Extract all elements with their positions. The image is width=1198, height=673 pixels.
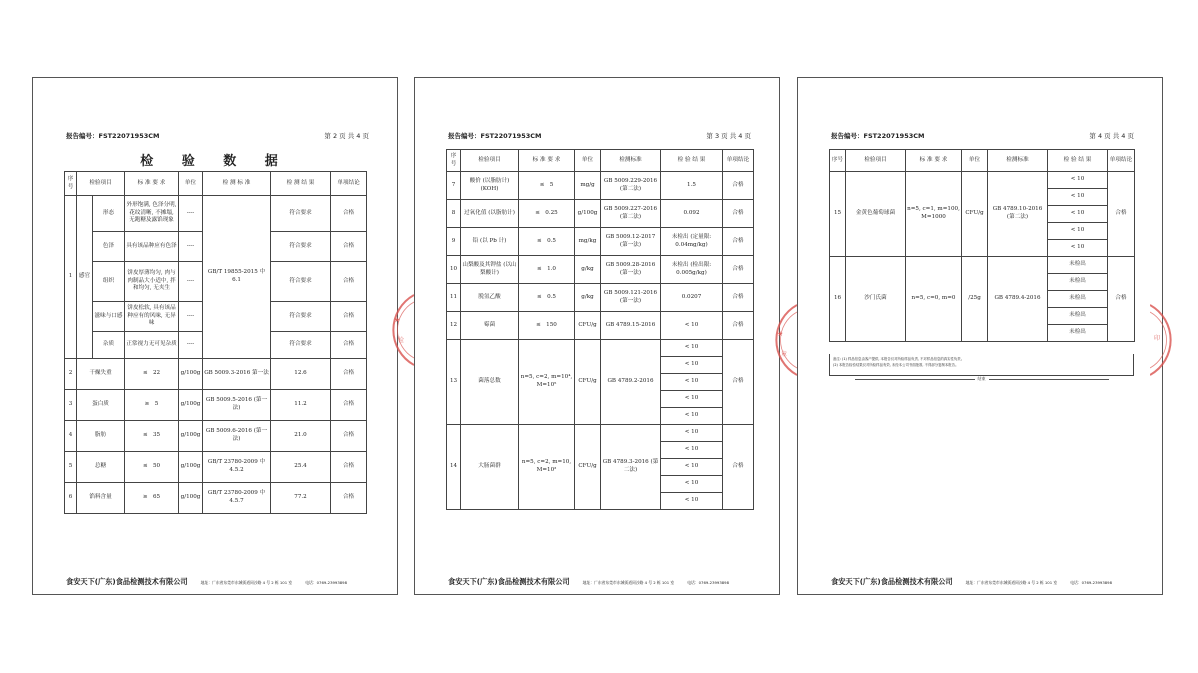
limit-value: 150 [546,321,557,328]
test-standard: GB 5009.121-2016 (第一法) [601,284,661,312]
result: < 10 [1048,189,1108,206]
requirement: n=5, c=0, m=0 [906,257,962,342]
limit-value: 50 [152,463,161,470]
result: < 10 [661,408,723,425]
table-row [447,256,754,284]
result: 符合要求 [271,262,331,302]
limit-value: 5 [154,401,159,408]
inspection-data-table [446,149,754,510]
table-row [65,390,367,421]
header-cell: 检验项目 [846,150,906,172]
result: 未检出 [1048,325,1108,342]
test-standard: GB 5009.3-2016 第一法 [203,359,271,390]
header-cell: 单位 [962,150,988,172]
conclusion: 合格 [331,359,367,390]
report-page-4 [797,77,1163,595]
table-row [65,196,367,232]
item-name: 菌落总数 [461,340,519,425]
limit-value: 65 [152,494,161,501]
test-standard: GB 5009.6-2016 (第一法) [203,421,271,452]
item-name: 滋味与口感 [93,302,125,332]
result: 12.6 [271,359,331,390]
header-cell: 检验项目 [461,150,519,172]
table-row [447,425,754,442]
conclusion: 合格 [723,172,754,200]
page-title: 检 验 数 据 [140,154,290,169]
result: 未检出 [1048,274,1108,291]
result: 0.0207 [661,284,723,312]
result: < 10 [1048,240,1108,257]
header-cell: 单位 [575,150,601,172]
company-address: 地址：广东省东莞市东城街道同沙路 4 号 2 栋 101 室 [200,580,293,585]
item-name: 干燥失重 [77,359,125,390]
table-row [447,172,754,200]
table-row [65,421,367,452]
item-name: 色泽 [93,232,125,262]
row-number: 2 [65,359,77,390]
compare-symbol: ≤ [142,432,148,439]
compare-symbol: ≤ [536,321,541,328]
page-header [448,131,751,143]
item-name: 沙门氏菌 [846,257,906,342]
requirement [519,200,575,228]
test-standard: GB 4789.3-2016 (第二法) [601,425,661,510]
result: < 10 [661,442,723,459]
row-number: 12 [447,312,461,340]
conclusion: 合格 [331,421,367,452]
compare-symbol: ≥ [142,494,148,501]
limit-value: 22 [152,370,161,377]
header-cell: 标 准 要 求 [125,172,179,196]
company-phone: 电话：0769-23993898 [1070,580,1112,585]
row-number: 13 [447,340,461,425]
unit: g/100g [179,390,203,421]
requirement: n=5, c=2, m=10⁴, M=10⁵ [519,340,575,425]
remarks [829,354,1134,376]
table-row [447,312,754,340]
compare-symbol: ≤ [537,293,542,300]
result: 未检出 [1048,291,1108,308]
row-number: 14 [447,425,461,510]
compare-symbol: ≤ [539,181,545,188]
header-cell: 单位 [179,172,203,196]
result: 未检出 [1048,257,1108,274]
requirement [519,284,575,312]
result: 未检出 [1048,308,1108,325]
limit-value: 0.5 [547,293,556,300]
header-cell: 检 测 标 准 [203,172,271,196]
header-cell: 单项结论 [1108,150,1135,172]
company-phone: 电话：0769-23993898 [687,580,729,585]
item-name: 大肠菌群 [461,425,519,510]
company-name: 食安天下(广东)食品检测技术有限公司 [66,577,188,586]
result: < 10 [1048,172,1108,189]
test-standard: GB 4789.10-2016 (第二法) [988,172,1048,257]
limit-value: 35 [152,432,161,439]
table-row [830,257,1135,274]
unit: ---- [179,196,203,232]
item-name: 金黄色葡萄球菌 [846,172,906,257]
row-number: 11 [447,284,461,312]
table-row [447,340,754,357]
table-header-row [447,150,754,172]
compare-symbol: ≤ [535,209,540,216]
test-standard: GB 5009.5-2016 (第一法) [203,390,271,421]
svg-text:★: ★ [777,330,784,338]
table-row [65,483,367,514]
unit: ---- [179,302,203,332]
table-row [65,452,367,483]
page-header [831,131,1134,143]
requirement [125,390,179,421]
result: < 10 [661,425,723,442]
test-standard: GB 5009.12-2017 (第一法) [601,228,661,256]
requirement [519,312,575,340]
row-number: 4 [65,421,77,452]
conclusion: 合格 [331,332,367,359]
compare-symbol: ≥ [144,401,150,408]
unit: CFU/g [962,172,988,257]
unit: g/kg [575,284,601,312]
unit: mg/kg [575,228,601,256]
unit: ---- [179,232,203,262]
page-footer [448,569,761,586]
conclusion: 合格 [331,232,367,262]
requirement [125,483,179,514]
item-name: 馅料含量 [77,483,125,514]
result: 0.092 [661,200,723,228]
limit-value: 1.0 [547,265,556,272]
report-number: 报告编号：FST22071953CM [831,132,925,140]
page-number: 第 4 页 共 4 页 [1089,132,1134,140]
inspection-data-table [829,149,1135,342]
row-number: 6 [65,483,77,514]
limit-value: 5 [549,181,554,188]
row-number: 3 [65,390,77,421]
result: 符合要求 [271,302,331,332]
table-header-row [65,172,367,196]
result: 未检出 (定量限: 0.04mg/kg) [661,228,723,256]
result: 25.4 [271,452,331,483]
header-cell: 标 准 要 求 [519,150,575,172]
header-cell: 单项结论 [723,150,754,172]
test-standard: GB 5009.229-2016 (第二法) [601,172,661,200]
row-number: 7 [447,172,461,200]
header-cell: 检 测 结 果 [271,172,331,196]
requirement: 正常视力无可见杂质 [125,332,179,359]
unit: g/100g [179,421,203,452]
page-footer [66,569,379,586]
header-cell: 检测标准 [601,150,661,172]
requirement [125,452,179,483]
item-name: 山梨酸及其钾盐 (以山梨酸计) [461,256,519,284]
table-row [447,200,754,228]
result: < 10 [661,476,723,493]
result: 77.2 [271,483,331,514]
report-number: 报告编号：FST22071953CM [66,132,160,140]
company-address: 地址：广东省东莞市东城街道同沙路 4 号 2 栋 101 室 [965,580,1058,585]
result: 未检出 (检出限: 0.005g/kg) [661,256,723,284]
item-name: 脱氢乙酸 [461,284,519,312]
page-footer [831,569,1144,586]
table-row [447,228,754,256]
requirement [519,256,575,284]
test-standard: GB 4789.4-2016 [988,257,1048,342]
page-header [66,131,369,143]
unit: g/100g [179,359,203,390]
header-cell: 序号 [830,150,846,172]
company-name: 食安天下(广东)食品检测技术有限公司 [448,577,570,586]
conclusion: 合格 [723,425,754,510]
compare-symbol: ≤ [142,463,148,470]
test-standard: GB/T 23780-2009 中 4.5.7 [203,483,271,514]
page-number: 第 3 页 共 4 页 [706,132,751,140]
conclusion: 合格 [331,452,367,483]
requirement: n=5, c=2, m=10, M=10² [519,425,575,510]
company-name: 食安天下(广东)食品检测技术有限公司 [831,577,953,586]
conclusion: 合格 [723,340,754,425]
unit: CFU/g [575,425,601,510]
unit: ---- [179,262,203,302]
conclusion: 合格 [331,302,367,332]
table-row [447,284,754,312]
remark-1: 备注: (1) 样品信息由客户提供, 本报告仅对所检样品负责, 不对样品信息的真实性负责。 [833,357,965,361]
unit: g/100g [179,483,203,514]
header-cell: 序号 [65,172,77,196]
compare-symbol: ≤ [537,237,542,244]
unit: /25g [962,257,988,342]
header-cell: 检验项目 [77,172,125,196]
result: 符合要求 [271,332,331,359]
result: < 10 [661,357,723,374]
red-seal-partial [763,300,797,380]
row-number: 8 [447,200,461,228]
inspection-data-table [64,171,367,514]
result: < 10 [661,340,723,357]
conclusion: 合格 [331,390,367,421]
row-number: 15 [830,172,846,257]
row-number: 5 [65,452,77,483]
header-cell: 检测标准 [988,150,1048,172]
svg-text:检: 检 [398,337,405,344]
conclusion: 合格 [723,228,754,256]
conclusion: 合格 [331,196,367,232]
result: < 10 [1048,223,1108,240]
result: < 10 [661,493,723,510]
requirement [519,228,575,256]
result: < 10 [661,374,723,391]
row-number: 10 [447,256,461,284]
company-phone: 电话：0769-23993898 [305,580,347,585]
svg-text:章: 章 [781,351,788,358]
conclusion: 合格 [723,284,754,312]
result: 符合要求 [271,196,331,232]
test-standard: GB 5009.227-2016 (第二法) [601,200,661,228]
test-standard: GB/T 19855-2015 中 6.1 [203,196,271,359]
table-row [830,172,1135,189]
table-header-row [830,150,1135,172]
conclusion: 合格 [331,483,367,514]
item-name: 铅 (以 Pb 计) [461,228,519,256]
report-page-2 [32,77,401,595]
result: 11.2 [271,390,331,421]
unit: CFU/g [575,340,601,425]
header-cell: 单项结论 [331,172,367,196]
requirement [125,359,179,390]
compare-symbol: ≤ [537,265,542,272]
item-name: 霉菌 [461,312,519,340]
item-name: 组织 [93,262,125,302]
svg-text:印: 印 [1154,335,1161,342]
requirement: 饼皮厚薄均匀, 肉与肉制品大小适中, 拌和均匀, 无夹生 [125,262,179,302]
header-cell: 检 验 结 果 [661,150,723,172]
result: < 10 [1048,206,1108,223]
limit-value: 0.5 [547,237,556,244]
test-standard: GB 4789.15-2016 [601,312,661,340]
company-address: 地址：广东省东莞市东城街道同沙路 4 号 2 栋 101 室 [582,580,675,585]
requirement [519,172,575,200]
item-name: 脂肪 [77,421,125,452]
result: 21.0 [271,421,331,452]
group-name: 感官 [77,196,93,359]
conclusion: 合格 [1108,257,1135,342]
row-number: 16 [830,257,846,342]
unit: g/100g [575,200,601,228]
conclusion: 合格 [1108,172,1135,257]
item-name: 杂质 [93,332,125,359]
conclusion: 合格 [723,312,754,340]
result: < 10 [661,391,723,408]
item-name: 蛋白质 [77,390,125,421]
row-number: 9 [447,228,461,256]
result: 符合要求 [271,232,331,262]
header-cell: 序号 [447,150,461,172]
conclusion: 合格 [723,200,754,228]
item-name: 过氧化值 (以脂肪计) [461,200,519,228]
red-seal-partial [380,290,414,370]
test-standard: GB 5009.28-2016 (第一法) [601,256,661,284]
item-name: 总糖 [77,452,125,483]
unit: ---- [179,332,203,359]
unit: g/100g [179,452,203,483]
item-name: 形态 [93,196,125,232]
table-row [65,359,367,390]
result: 1.5 [661,172,723,200]
unit: g/kg [575,256,601,284]
requirement: 饼皮松软, 具有该品种应有的风味, 无异味 [125,302,179,332]
conclusion: 合格 [331,262,367,302]
requirement: n=5, c=1, m=100, M=1000 [906,172,962,257]
requirement: 具有该品种应有色泽 [125,232,179,262]
remark-2: (2) 本报告检验结果仅对所检样品有效, 未经本公司书面批准, 不得部分复制本报告。 [833,363,959,368]
test-standard: GB 4789.2-2016 [601,340,661,425]
result: < 10 [661,312,723,340]
result: < 10 [661,459,723,476]
item-name: 酸价 (以脂肪计)(KOH) [461,172,519,200]
red-seal-partial [1150,300,1184,380]
svg-text:★: ★ [394,316,401,324]
report-number: 报告编号：FST22071953CM [448,132,542,140]
conclusion: 合格 [723,256,754,284]
requirement: 外形饱满, 色泽分明, 花纹清晰, 不摊塌, 无跑糖及露馅现象 [125,196,179,232]
compare-symbol: ≤ [142,370,148,377]
row-number: 1 [65,196,77,359]
test-standard: GB/T 23780-2009 中 4.5.2 [203,452,271,483]
unit: CFU/g [575,312,601,340]
header-cell: 标 准 要 求 [906,150,962,172]
unit: mg/g [575,172,601,200]
requirement [125,421,179,452]
page-number: 第 2 页 共 4 页 [324,132,369,140]
end-marker: 结束 [829,376,1134,382]
report-page-3 [414,77,780,595]
limit-value: 0.25 [545,209,558,216]
header-cell: 检 验 结 果 [1048,150,1108,172]
